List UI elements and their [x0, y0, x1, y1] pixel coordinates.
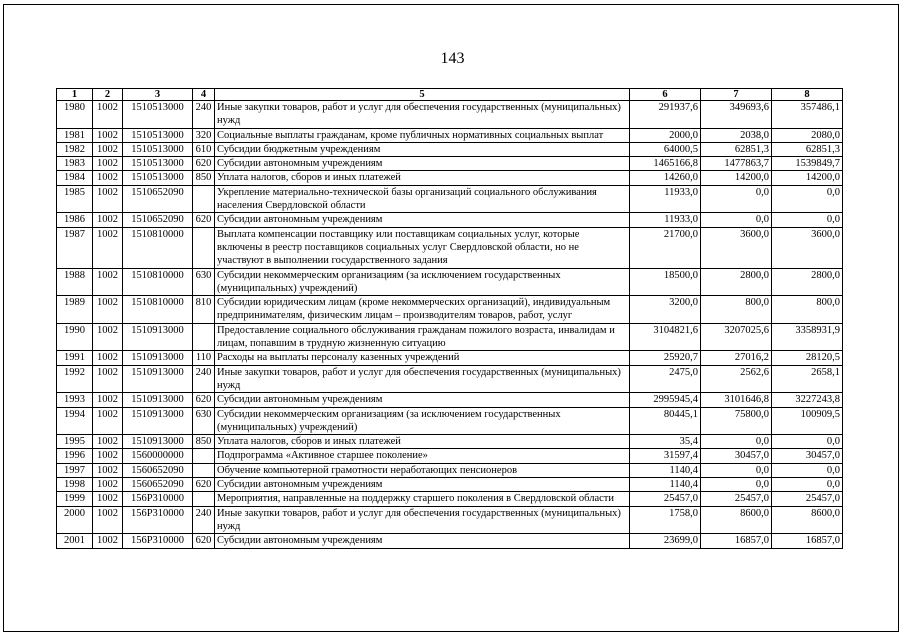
amount-col8-cell: 0,0 — [772, 185, 843, 213]
amount-col8-cell: 100909,5 — [772, 407, 843, 435]
amount-col7-cell: 2038,0 — [701, 128, 772, 142]
amount-col6-cell: 35,4 — [630, 435, 701, 449]
amount-col7-cell: 75800,0 — [701, 407, 772, 435]
column-header: 1 — [57, 89, 93, 101]
target-code-cell: 1510913000 — [123, 365, 193, 393]
expense-type-cell: 620 — [193, 534, 215, 548]
amount-col6-cell: 18500,0 — [630, 268, 701, 296]
section-code-cell: 1002 — [93, 449, 123, 463]
target-code-cell: 1510513000 — [123, 142, 193, 156]
target-code-cell: 1510652090 — [123, 185, 193, 213]
target-code-cell: 1510810000 — [123, 227, 193, 268]
amount-col8-cell: 25457,0 — [772, 492, 843, 506]
table-row — [57, 296, 843, 324]
row-number-cell: 1991 — [57, 351, 93, 365]
amount-col8-cell: 800,0 — [772, 296, 843, 324]
expense-type-cell: 240 — [193, 101, 215, 129]
item-name-cell: Иные закупки товаров, работ и услуг для обеспечения государственных (муниципальных) нужд — [215, 365, 630, 393]
amount-col7-cell: 62851,3 — [701, 142, 772, 156]
item-name-cell: Субсидии некоммерческим организациям (за исключением государственных (муниципальных) учреждений) — [215, 268, 630, 296]
target-code-cell: 156P310000 — [123, 506, 193, 534]
amount-col6-cell: 11933,0 — [630, 213, 701, 227]
amount-col6-cell: 2475,0 — [630, 365, 701, 393]
section-code-cell: 1002 — [93, 213, 123, 227]
row-number-cell: 1990 — [57, 323, 93, 351]
table-row — [57, 213, 843, 227]
item-name-cell: Подпрограмма «Активное старшее поколение» — [215, 449, 630, 463]
amount-col6-cell: 23699,0 — [630, 534, 701, 548]
amount-col6-cell: 291937,6 — [630, 101, 701, 129]
amount-col6-cell: 31597,4 — [630, 449, 701, 463]
amount-col7-cell: 3207025,6 — [701, 323, 772, 351]
target-code-cell: 1510913000 — [123, 393, 193, 407]
amount-col8-cell: 2080,0 — [772, 128, 843, 142]
section-code-cell: 1002 — [93, 101, 123, 129]
target-code-cell: 1510652090 — [123, 213, 193, 227]
item-name-cell: Выплата компенсации поставщику или поставщикам социальных услуг, которые включены в реестр поставщиков социальных услуг Свердловской области, но не участвуют в выполнении государственного задания — [215, 227, 630, 268]
expense-type-cell: 320 — [193, 128, 215, 142]
amount-col6-cell: 14260,0 — [630, 171, 701, 185]
item-name-cell: Расходы на выплаты персоналу казенных учреждений — [215, 351, 630, 365]
budget-table — [56, 88, 843, 549]
item-name-cell: Уплата налогов, сборов и иных платежей — [215, 171, 630, 185]
table-row — [57, 351, 843, 365]
amount-col6-cell: 1140,4 — [630, 478, 701, 492]
amount-col6-cell: 80445,1 — [630, 407, 701, 435]
expense-type-cell — [193, 449, 215, 463]
row-number-cell: 2001 — [57, 534, 93, 548]
expense-type-cell: 620 — [193, 393, 215, 407]
section-code-cell: 1002 — [93, 268, 123, 296]
amount-col8-cell: 2658,1 — [772, 365, 843, 393]
table-row — [57, 157, 843, 171]
row-number-cell: 1997 — [57, 463, 93, 477]
table-row — [57, 435, 843, 449]
target-code-cell: 1510810000 — [123, 296, 193, 324]
item-name-cell: Уплата налогов, сборов и иных платежей — [215, 435, 630, 449]
row-number-cell: 1982 — [57, 142, 93, 156]
section-code-cell: 1002 — [93, 492, 123, 506]
amount-col8-cell: 2800,0 — [772, 268, 843, 296]
amount-col8-cell: 0,0 — [772, 463, 843, 477]
item-name-cell: Субсидии некоммерческим организациям (за исключением государственных (муниципальных) учреждений) — [215, 407, 630, 435]
row-number-cell: 1992 — [57, 365, 93, 393]
amount-col7-cell: 3101646,8 — [701, 393, 772, 407]
amount-col7-cell: 2562,6 — [701, 365, 772, 393]
amount-col6-cell: 25457,0 — [630, 492, 701, 506]
expense-type-cell: 620 — [193, 157, 215, 171]
section-code-cell: 1002 — [93, 365, 123, 393]
amount-col8-cell: 0,0 — [772, 435, 843, 449]
column-header: 6 — [630, 89, 701, 101]
section-code-cell: 1002 — [93, 478, 123, 492]
item-name-cell: Мероприятия, направленные на поддержку старшего поколения в Свердловской области — [215, 492, 630, 506]
amount-col6-cell: 25920,7 — [630, 351, 701, 365]
amount-col6-cell: 11933,0 — [630, 185, 701, 213]
amount-col8-cell: 0,0 — [772, 478, 843, 492]
amount-col8-cell: 357486,1 — [772, 101, 843, 129]
expense-type-cell: 630 — [193, 407, 215, 435]
section-code-cell: 1002 — [93, 323, 123, 351]
expense-type-cell — [193, 463, 215, 477]
target-code-cell: 1510913000 — [123, 351, 193, 365]
row-number-cell: 1980 — [57, 101, 93, 129]
item-name-cell: Субсидии автономным учреждениям — [215, 393, 630, 407]
table-row — [57, 534, 843, 548]
target-code-cell: 156P310000 — [123, 492, 193, 506]
item-name-cell: Обучение компьютерной грамотности неработающих пенсионеров — [215, 463, 630, 477]
section-code-cell: 1002 — [93, 296, 123, 324]
section-code-cell: 1002 — [93, 185, 123, 213]
target-code-cell: 156P310000 — [123, 534, 193, 548]
amount-col7-cell: 0,0 — [701, 213, 772, 227]
amount-col7-cell: 14200,0 — [701, 171, 772, 185]
table-row — [57, 407, 843, 435]
amount-col8-cell: 0,0 — [772, 213, 843, 227]
amount-col8-cell: 14200,0 — [772, 171, 843, 185]
expense-type-cell — [193, 492, 215, 506]
section-code-cell: 1002 — [93, 435, 123, 449]
amount-col6-cell: 1758,0 — [630, 506, 701, 534]
target-code-cell: 1560652090 — [123, 478, 193, 492]
expense-type-cell: 620 — [193, 213, 215, 227]
row-number-cell: 1998 — [57, 478, 93, 492]
expense-type-cell: 110 — [193, 351, 215, 365]
amount-col8-cell: 16857,0 — [772, 534, 843, 548]
amount-col8-cell: 3600,0 — [772, 227, 843, 268]
item-name-cell: Субсидии юридическим лицам (кроме некоммерческих организаций), индивидуальным предпринимателям, физическим лицам – производителям товаров, работ, услуг — [215, 296, 630, 324]
row-number-cell: 1996 — [57, 449, 93, 463]
amount-col7-cell: 25457,0 — [701, 492, 772, 506]
section-code-cell: 1002 — [93, 171, 123, 185]
amount-col7-cell: 27016,2 — [701, 351, 772, 365]
row-number-cell: 1999 — [57, 492, 93, 506]
row-number-cell: 1994 — [57, 407, 93, 435]
amount-col7-cell: 1477863,7 — [701, 157, 772, 171]
amount-col8-cell: 62851,3 — [772, 142, 843, 156]
section-code-cell: 1002 — [93, 157, 123, 171]
expense-type-cell: 240 — [193, 506, 215, 534]
amount-col7-cell: 0,0 — [701, 463, 772, 477]
amount-col7-cell: 800,0 — [701, 296, 772, 324]
expense-type-cell — [193, 323, 215, 351]
page-number: 143 — [440, 50, 465, 67]
section-code-cell: 1002 — [93, 227, 123, 268]
target-code-cell: 1560652090 — [123, 463, 193, 477]
column-header: 4 — [193, 89, 215, 101]
table-body — [57, 101, 843, 549]
expense-type-cell: 630 — [193, 268, 215, 296]
row-number-cell: 2000 — [57, 506, 93, 534]
amount-col6-cell: 2995945,4 — [630, 393, 701, 407]
table-header-row — [57, 89, 843, 101]
amount-col6-cell: 1465166,8 — [630, 157, 701, 171]
table-row — [57, 128, 843, 142]
item-name-cell: Социальные выплаты гражданам, кроме публичных нормативных социальных выплат — [215, 128, 630, 142]
column-header: 2 — [93, 89, 123, 101]
target-code-cell: 1510513000 — [123, 101, 193, 129]
expense-type-cell — [193, 227, 215, 268]
table-row — [57, 227, 843, 268]
amount-col7-cell: 349693,6 — [701, 101, 772, 129]
item-name-cell: Субсидии автономным учреждениям — [215, 213, 630, 227]
amount-col7-cell: 16857,0 — [701, 534, 772, 548]
section-code-cell: 1002 — [93, 142, 123, 156]
expense-type-cell: 610 — [193, 142, 215, 156]
item-name-cell: Иные закупки товаров, работ и услуг для обеспечения государственных (муниципальных) нужд — [215, 506, 630, 534]
amount-col6-cell: 3200,0 — [630, 296, 701, 324]
item-name-cell: Иные закупки товаров, работ и услуг для обеспечения государственных (муниципальных) нужд — [215, 101, 630, 129]
row-number-cell: 1987 — [57, 227, 93, 268]
column-header: 3 — [123, 89, 193, 101]
target-code-cell: 1510913000 — [123, 435, 193, 449]
table-row — [57, 101, 843, 129]
expense-type-cell — [193, 185, 215, 213]
row-number-cell: 1989 — [57, 296, 93, 324]
row-number-cell: 1984 — [57, 171, 93, 185]
row-number-cell: 1988 — [57, 268, 93, 296]
target-code-cell: 1510513000 — [123, 157, 193, 171]
table-row — [57, 365, 843, 393]
amount-col7-cell: 3600,0 — [701, 227, 772, 268]
section-code-cell: 1002 — [93, 407, 123, 435]
table-row — [57, 449, 843, 463]
expense-type-cell: 620 — [193, 478, 215, 492]
target-code-cell: 1510513000 — [123, 171, 193, 185]
amount-col8-cell: 8600,0 — [772, 506, 843, 534]
expense-type-cell: 240 — [193, 365, 215, 393]
target-code-cell: 1510810000 — [123, 268, 193, 296]
column-header: 8 — [772, 89, 843, 101]
section-code-cell: 1002 — [93, 506, 123, 534]
amount-col7-cell: 0,0 — [701, 478, 772, 492]
amount-col6-cell: 21700,0 — [630, 227, 701, 268]
item-name-cell: Субсидии автономным учреждениям — [215, 534, 630, 548]
item-name-cell: Укрепление материально-технической базы организаций социального обслуживания населения Свердловской области — [215, 185, 630, 213]
amount-col7-cell: 2800,0 — [701, 268, 772, 296]
section-code-cell: 1002 — [93, 351, 123, 365]
amount-col7-cell: 8600,0 — [701, 506, 772, 534]
amount-col8-cell: 28120,5 — [772, 351, 843, 365]
table-row — [57, 506, 843, 534]
row-number-cell: 1986 — [57, 213, 93, 227]
amount-col8-cell: 30457,0 — [772, 449, 843, 463]
item-name-cell: Субсидии автономным учреждениям — [215, 478, 630, 492]
row-number-cell: 1995 — [57, 435, 93, 449]
target-code-cell: 1510513000 — [123, 128, 193, 142]
column-header: 7 — [701, 89, 772, 101]
amount-col8-cell: 3227243,8 — [772, 393, 843, 407]
target-code-cell: 1560000000 — [123, 449, 193, 463]
amount-col7-cell: 0,0 — [701, 185, 772, 213]
section-code-cell: 1002 — [93, 393, 123, 407]
expense-type-cell: 850 — [193, 435, 215, 449]
section-code-cell: 1002 — [93, 534, 123, 548]
amount-col7-cell: 30457,0 — [701, 449, 772, 463]
amount-col6-cell: 64000,5 — [630, 142, 701, 156]
expense-type-cell: 850 — [193, 171, 215, 185]
amount-col8-cell: 3358931,9 — [772, 323, 843, 351]
table-row — [57, 185, 843, 213]
item-name-cell: Предоставление социального обслуживания гражданам пожилого возраста, инвалидам и лицам, попавшим в трудную жизненную ситуацию — [215, 323, 630, 351]
target-code-cell: 1510913000 — [123, 323, 193, 351]
table-row — [57, 142, 843, 156]
item-name-cell: Субсидии автономным учреждениям — [215, 157, 630, 171]
amount-col7-cell: 0,0 — [701, 435, 772, 449]
table-row — [57, 463, 843, 477]
column-header: 5 — [215, 89, 630, 101]
row-number-cell: 1985 — [57, 185, 93, 213]
row-number-cell: 1983 — [57, 157, 93, 171]
table-row — [57, 171, 843, 185]
amount-col6-cell: 2000,0 — [630, 128, 701, 142]
item-name-cell: Субсидии бюджетным учреждениям — [215, 142, 630, 156]
row-number-cell: 1981 — [57, 128, 93, 142]
expense-type-cell: 810 — [193, 296, 215, 324]
amount-col8-cell: 1539849,7 — [772, 157, 843, 171]
table-row — [57, 478, 843, 492]
row-number-cell: 1993 — [57, 393, 93, 407]
table-row — [57, 492, 843, 506]
amount-col6-cell: 1140,4 — [630, 463, 701, 477]
table-row — [57, 268, 843, 296]
section-code-cell: 1002 — [93, 463, 123, 477]
amount-col6-cell: 3104821,6 — [630, 323, 701, 351]
table-row — [57, 323, 843, 351]
target-code-cell: 1510913000 — [123, 407, 193, 435]
section-code-cell: 1002 — [93, 128, 123, 142]
table-row — [57, 393, 843, 407]
